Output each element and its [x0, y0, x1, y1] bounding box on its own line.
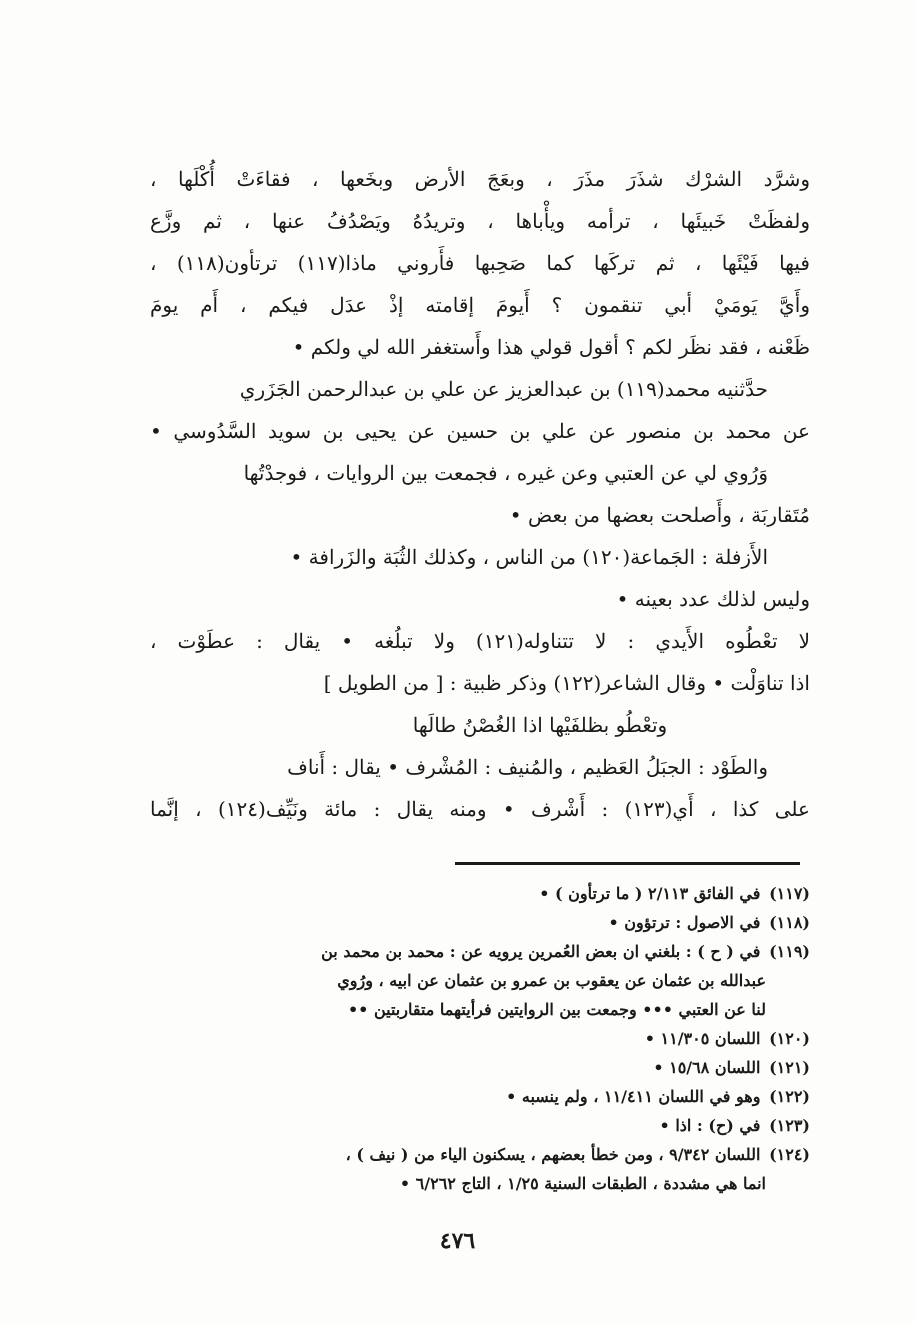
footnote-continuation: انما هي مشددة ، الطبقات السنية ١/٢٥ ، التاج ٦/٢٦٢ • [399, 1174, 766, 1193]
footnote-text: وهو في اللسان ١١/٤١١ ، ولم ينسبه • [506, 1087, 761, 1106]
text-line: وأَيَّ يَومَيْ أبي تنقمون ؟ أَيومَ إقامته إذْ عدَل فيكم ، أَم يومَ [150, 293, 810, 317]
footnote-number: (١٢٢) [769, 1087, 810, 1106]
footnote-text: في (ح) : اذا • [659, 1116, 761, 1135]
footnote-divider [455, 862, 800, 865]
footnote-text: في ( ح ) : بلغني ان بعض العُمرين يرويه عن : محمد بن محمد بن [321, 942, 761, 961]
text-line: وليس لذلك عدد بعينه • [616, 587, 810, 611]
footnote [150, 1024, 810, 1053]
footnote-text: اللسان ١٥/٦٨ • [653, 1058, 761, 1077]
footnote [150, 937, 810, 966]
page-number: ٤٧٦ [439, 1228, 476, 1254]
text-line: عن محمد بن منصور عن علي بن حسين عن يحيى بن سويد السَّدُوسي • [150, 419, 810, 443]
footnote [150, 1140, 810, 1169]
text-line: مُتَقاربَة ، وأَصلحت بعضها من بعض • [509, 503, 810, 527]
footnote-number: (١٢٤) [769, 1145, 810, 1164]
footnote-text: في الفائق ٢/١١٣ ( ما ترتأون ) • [539, 884, 761, 903]
text-line: على كذا ، أَي(١٢٣) : أَشْرف • ومنه يقال : مائة ونَيِّف(١٢٤) ، إنَّما [150, 797, 810, 821]
footnote [150, 879, 810, 908]
footnote-continuation: لنا عن العتبي ••• وجمعت بين الروايتين فرأيتهما متقاربتين •• [347, 1000, 766, 1019]
footnote [150, 1053, 810, 1082]
footnote-number: (١٢٠) [769, 1029, 810, 1048]
text-line: اذا تناوَلْت • وقال الشاعر(١٢٢) وذكر ظبية : [ من الطويل ] [323, 671, 810, 695]
footnote [150, 908, 810, 937]
footnote-number: (١٢٣) [769, 1116, 810, 1135]
footnote-number: (١١٧) [769, 884, 810, 903]
footnote [150, 1082, 810, 1111]
footnote-text: في الاصول : ترتؤون • [608, 913, 761, 932]
text-line: وشرَّد الشرْك شذَرَ مذَرَ ، وبعَجَ الأرض وبخَعها ، فقاءَتْ أُكْلَها ، [150, 167, 810, 191]
footnote [150, 1111, 810, 1140]
footnote-number: (١٢١) [769, 1058, 810, 1077]
footnote-continuation: عبدالله بن عثمان عن يعقوب بن عمرو بن عثمان عن ابيه ، ورُوي [337, 971, 766, 990]
text-line: حدَّثنيه محمد(١١٩) بن عبدالعزيز عن علي بن عبدالرحمن الجَزَري [239, 377, 768, 401]
verse-line: وتعْطُو بظلفَيْها اذا الغُصْنُ طالَها [412, 713, 668, 737]
text-line: فيها فَيْئَها ، ثم تركَها كما صَحِبها فأَروني ماذا(١١٧) ترتأون(١١٨) ، [150, 251, 810, 275]
text-line: وَرُوي لي عن العتبي وعن غيره ، فجمعت بين الروايات ، فوجدْتُها [243, 461, 768, 485]
footnote-text: اللسان ١١/٣٠٥ • [644, 1029, 761, 1048]
footnote-text: اللسان ٩/٣٤٢ ، ومن خطأ بعضهم ، يسكنون الياء من ( نيف ) ، [345, 1145, 761, 1164]
text-line: لا تعْطُوه الأَيدي : لا تتناوله(١٢١) ولا تبلُغه • يقال : عطَوْت ، [150, 629, 810, 653]
text-line: الأَزفلة : الجَماعة(١٢٠) من الناس ، وكذلك الثُبَة والزَرافة • [290, 545, 768, 569]
footnote-number: (١١٨) [769, 913, 810, 932]
footnotes [150, 879, 810, 1198]
footnote-number: (١١٩) [769, 942, 810, 961]
text-line: والطَوْد : الجبَلُ العَظيم ، والمُنيف : المُشْرف • يقال : أَناف [287, 755, 768, 779]
text-line: ظَعْنه ، فقد نظَر لكم ؟ أقول قولي هذا وأَستغفر الله لي ولكم • [292, 335, 810, 359]
text-line: ولفظَتْ خَبيئَها ، ترأمه ويأْباها ، وتريدُهُ ويَصْدُفُ عنها ، ثم وزَّع [150, 209, 810, 233]
main-text [150, 158, 810, 830]
